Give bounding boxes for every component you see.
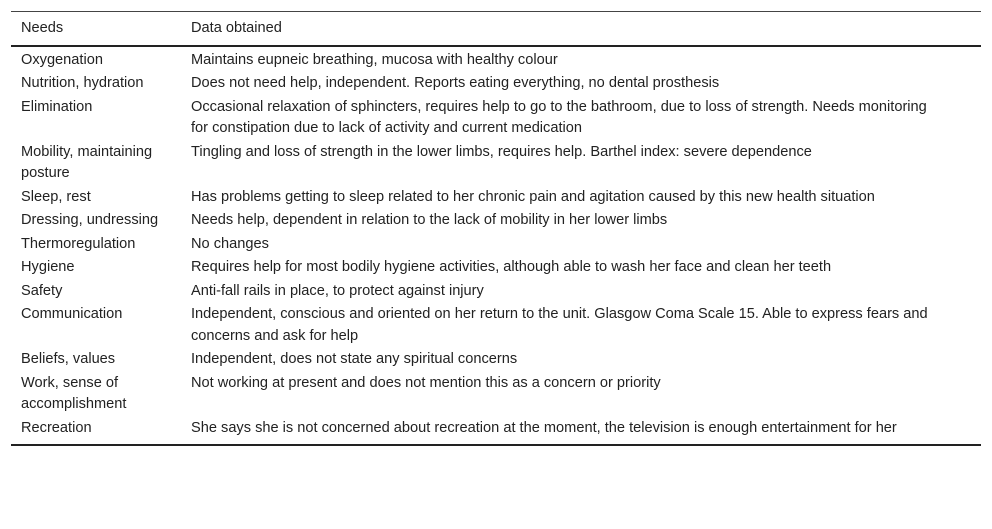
table-row [11,280,981,304]
table-row [11,303,981,348]
need-cell: Safety [21,282,63,299]
need-cell: Communication [21,306,123,322]
need-cell: Thermoregulation [21,235,136,252]
table-row [11,96,981,141]
table-header [11,12,981,46]
table-row [11,417,981,446]
header-row [11,12,981,46]
data-cell: She says she is not concerned about recreation at the moment, the television is enough entertainment for her [191,419,897,436]
table-row [11,46,981,73]
needs-table [11,11,981,446]
data-cell: Tingling and loss of strength in the lower limbs, requires help. Barthel index: severe dependence [191,143,812,160]
data-cell: Needs help, dependent in relation to the lack of mobility in her lower limbs [191,212,668,228]
data-cell: Maintains eupneic breathing, mucosa with healthy colour [191,51,558,68]
need-cell: Sleep, rest [21,188,91,205]
table-row [11,233,981,257]
table-row [11,72,981,96]
need-cell: Nutrition, hydration [21,75,144,91]
need-cell: Elimination [21,98,93,115]
header-needs: Needs [21,20,64,36]
table-row [11,372,981,417]
table-row [11,141,981,186]
header-data-obtained: Data obtained [191,20,282,36]
need-cell: Dressing, undressing [21,212,159,228]
data-cell: Occasional relaxation of sphincters, requires help to go to the bathroom, due to loss of strength. Needs monitoring for constipation due to lack of activity and current medication [191,98,927,136]
need-cell: Oxygenation [21,51,103,68]
table-row [11,209,981,233]
need-cell: Beliefs, values [21,351,116,367]
needs-table-container [11,11,981,446]
data-cell: Requires help for most bodily hygiene activities, although able to wash her face and clean her teeth [191,259,832,275]
table-row [11,186,981,210]
need-cell: Hygiene [21,259,75,275]
table-row [11,256,981,280]
need-cell: Mobility, maintaining posture [21,143,153,181]
data-cell: Independent, conscious and oriented on her return to the unit. Glasgow Coma Scale 15. Able to express fears and concerns and ask for help [191,306,928,344]
table-body [11,46,981,446]
data-cell: Independent, does not state any spiritual concerns [191,351,518,367]
data-cell: Does not need help, independent. Reports eating everything, no dental prosthesis [191,75,720,91]
need-cell: Work, sense of accomplishment [21,374,127,412]
data-cell: No changes [191,235,269,252]
need-cell: Recreation [21,419,92,436]
data-cell: Has problems getting to sleep related to her chronic pain and agitation caused by this new health situation [191,188,875,205]
data-cell: Not working at present and does not mention this as a concern or priority [191,374,661,391]
data-cell: Anti-fall rails in place, to protect against injury [191,282,484,299]
table-row [11,348,981,372]
